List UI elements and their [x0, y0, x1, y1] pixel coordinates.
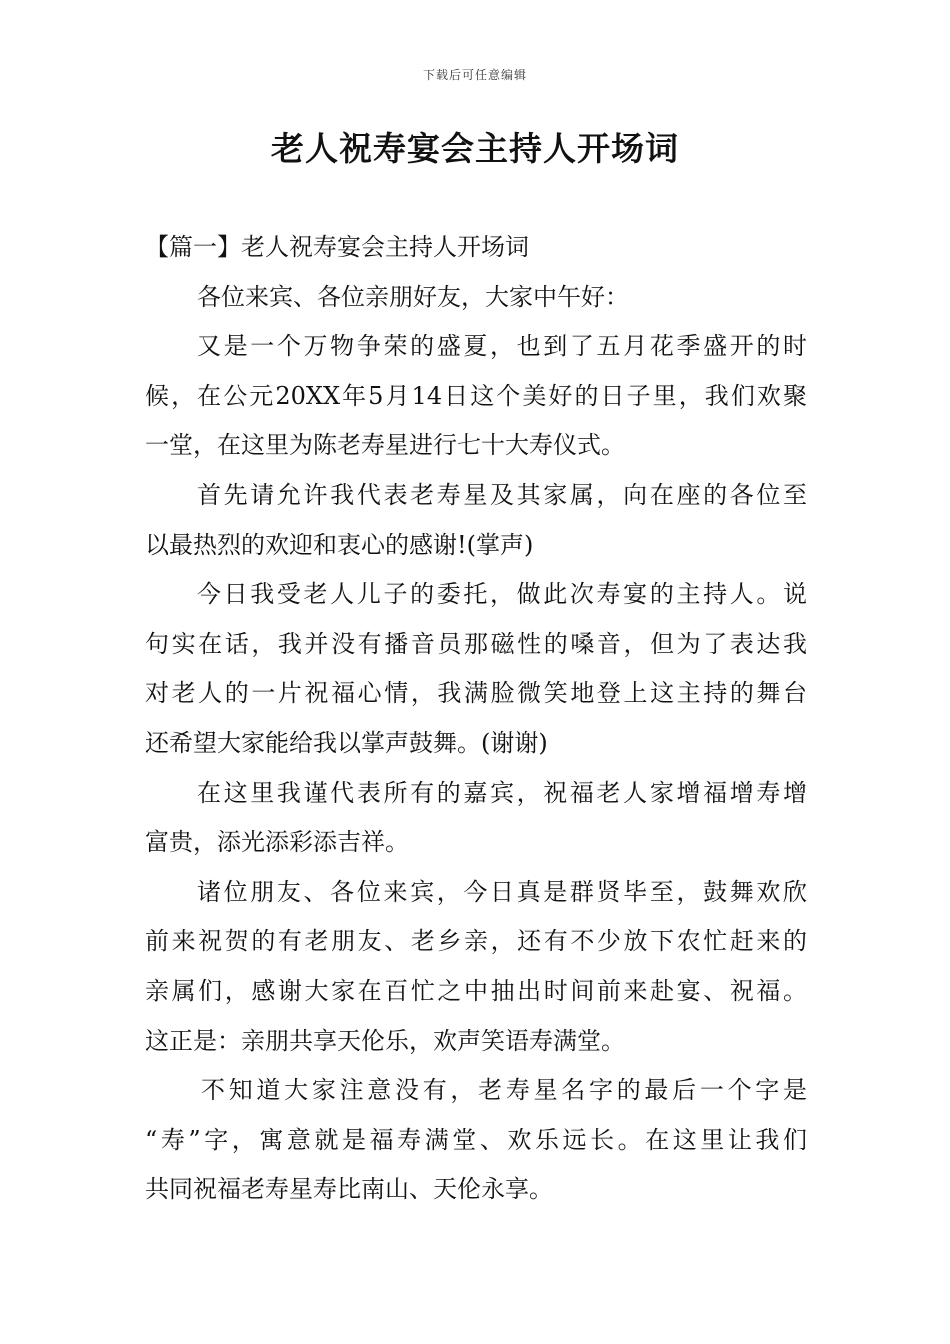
document-body [145, 223, 807, 1215]
paragraph-line: 对老人的一片祝福心情，我满脸微笑地登上这主持的舞台 [145, 679, 807, 708]
paragraph-line: 这正是：亲朋共享天伦乐，欢声笑语寿满堂。 [145, 1026, 625, 1055]
paragraph-line: 以最热烈的欢迎和衷心的感谢!(掌声) [145, 530, 534, 559]
paragraph-line: 候，在公元20XX年5月14日这个美好的日子里，我们欢聚 [145, 381, 807, 410]
document-title: 老人祝寿宴会主持人开场词 [271, 129, 679, 168]
paragraph-line: 又是一个万物争荣的盛夏，也到了五月花季盛开的时 [197, 332, 807, 361]
section-heading: 【篇一】老人祝寿宴会主持人开场词 [145, 233, 529, 261]
paragraph-line: 句实在话，我并没有播音员那磁性的嗓音，但为了表达我 [145, 629, 807, 658]
paragraph-line: 富贵，添光添彩添吉祥。 [145, 828, 409, 857]
paragraph-line: 诸位朋友、各位来宾，今日真是群贤毕至，鼓舞欢欣 [197, 877, 807, 906]
paragraph-line: 还希望大家能给我以掌声鼓舞。(谢谢) [145, 728, 548, 757]
paragraph [145, 769, 807, 868]
paragraph [145, 322, 807, 471]
paragraph [145, 868, 807, 1066]
header-note: 下载后可任意编辑 [422, 68, 527, 82]
paragraph-line: 今日我受老人儿子的委托，做此次寿宴的主持人。说 [197, 580, 807, 609]
paragraph-line: 在这里我谨代表所有的嘉宾，祝福老人家增福增寿增 [197, 778, 807, 807]
paragraph-line: 亲属们，感谢大家在百忙之中抽出时间前来赴宴、祝福。 [145, 976, 807, 1005]
paragraph-line: 首先请允许我代表老寿星及其家属，向在座的各位至 [197, 480, 807, 509]
paragraph [145, 570, 807, 768]
paragraph-line: 不知道大家注意没有，老寿星名字的最后一个字是 [201, 1076, 807, 1105]
paragraph-line: 各位来宾、各位亲朋好友，大家中午好： [197, 282, 629, 311]
paragraph [145, 471, 807, 570]
paragraph-line: 一堂，在这里为陈老寿星进行七十大寿仪式。 [145, 431, 625, 460]
paragraph [145, 273, 807, 323]
paragraph-line: 前来祝贺的有老朋友、老乡亲，还有不少放下农忙赶来的 [145, 927, 807, 956]
paragraph [145, 1066, 807, 1215]
paragraph-line: 共同祝福老寿星寿比南山、天伦永享。 [145, 1175, 553, 1204]
paragraph-line: “寿”字，寓意就是福寿满堂、欢乐远长。在这里让我们 [145, 1125, 807, 1154]
